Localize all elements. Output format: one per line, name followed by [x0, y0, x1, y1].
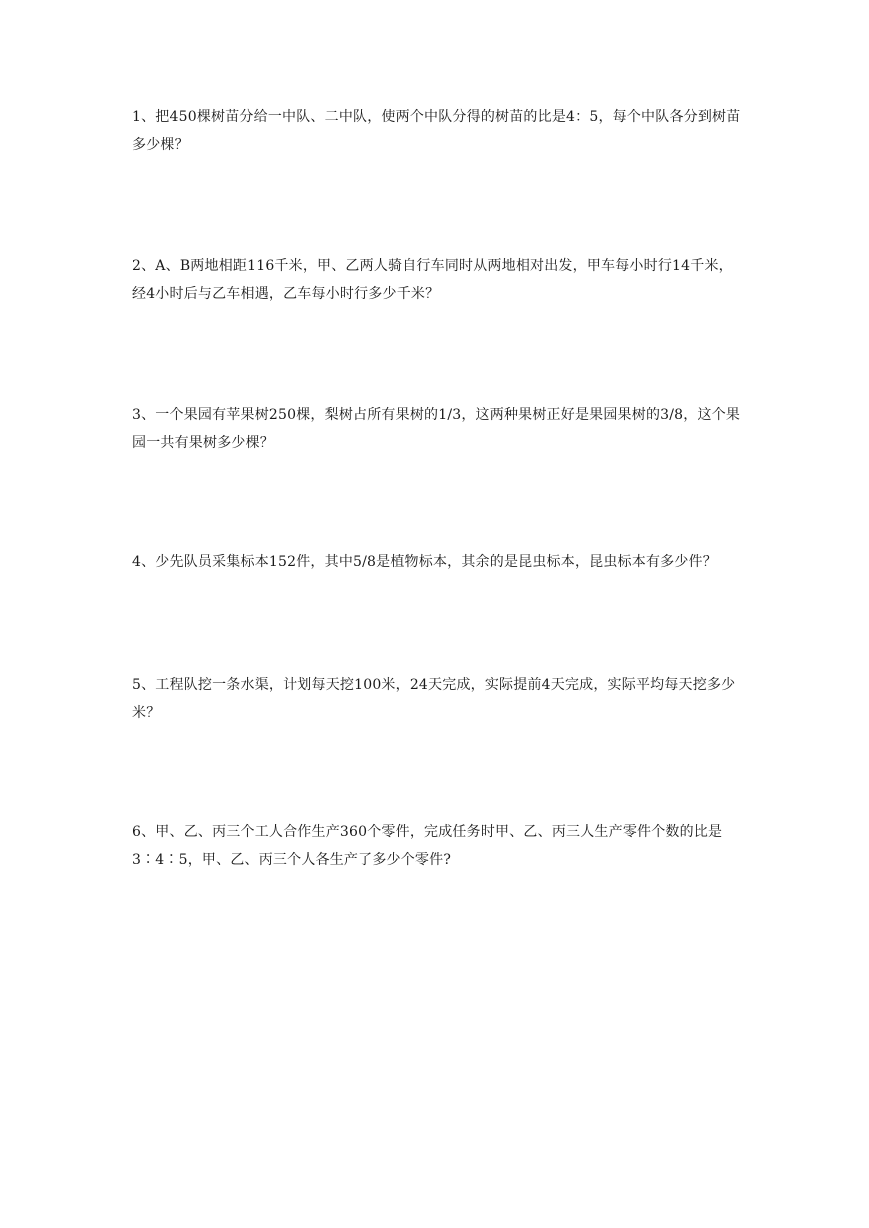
problem-6: 6、甲、乙、丙三个工人合作生产360个零件，完成任务时甲、乙、丙三人生产零件个数的比是3∶4∶5，甲、乙、丙三个人各生产了多少个零件?: [132, 824, 723, 868]
problem-2: 2、A、B两地相距116千米，甲、乙两人骑自行车同时从两地相对出发，甲车每小时行14千米，经4小时后与乙车相遇，乙车每小时行多少千米？: [132, 258, 733, 302]
problem-1: 1、把450棵树苗分给一中队、二中队，使两个中队分得的树苗的比是4：5，每个中队各分到树苗多少棵？: [132, 109, 741, 153]
problem-4: 4、少先队员采集标本152件，其中5/8是植物标本，其余的是昆虫标本，昆虫标本有多少件？: [132, 554, 717, 570]
problem-5: 5、工程队挖一条水渠，计划每天挖100米，24天完成，实际提前4天完成，实际平均每天挖多少米？: [132, 677, 736, 721]
problem-3: 3、一个果园有苹果树250棵，梨树占所有果树的1/3，这两种果树正好是果园果树的3/8，这个果园一共有果树多少棵？: [132, 407, 741, 451]
